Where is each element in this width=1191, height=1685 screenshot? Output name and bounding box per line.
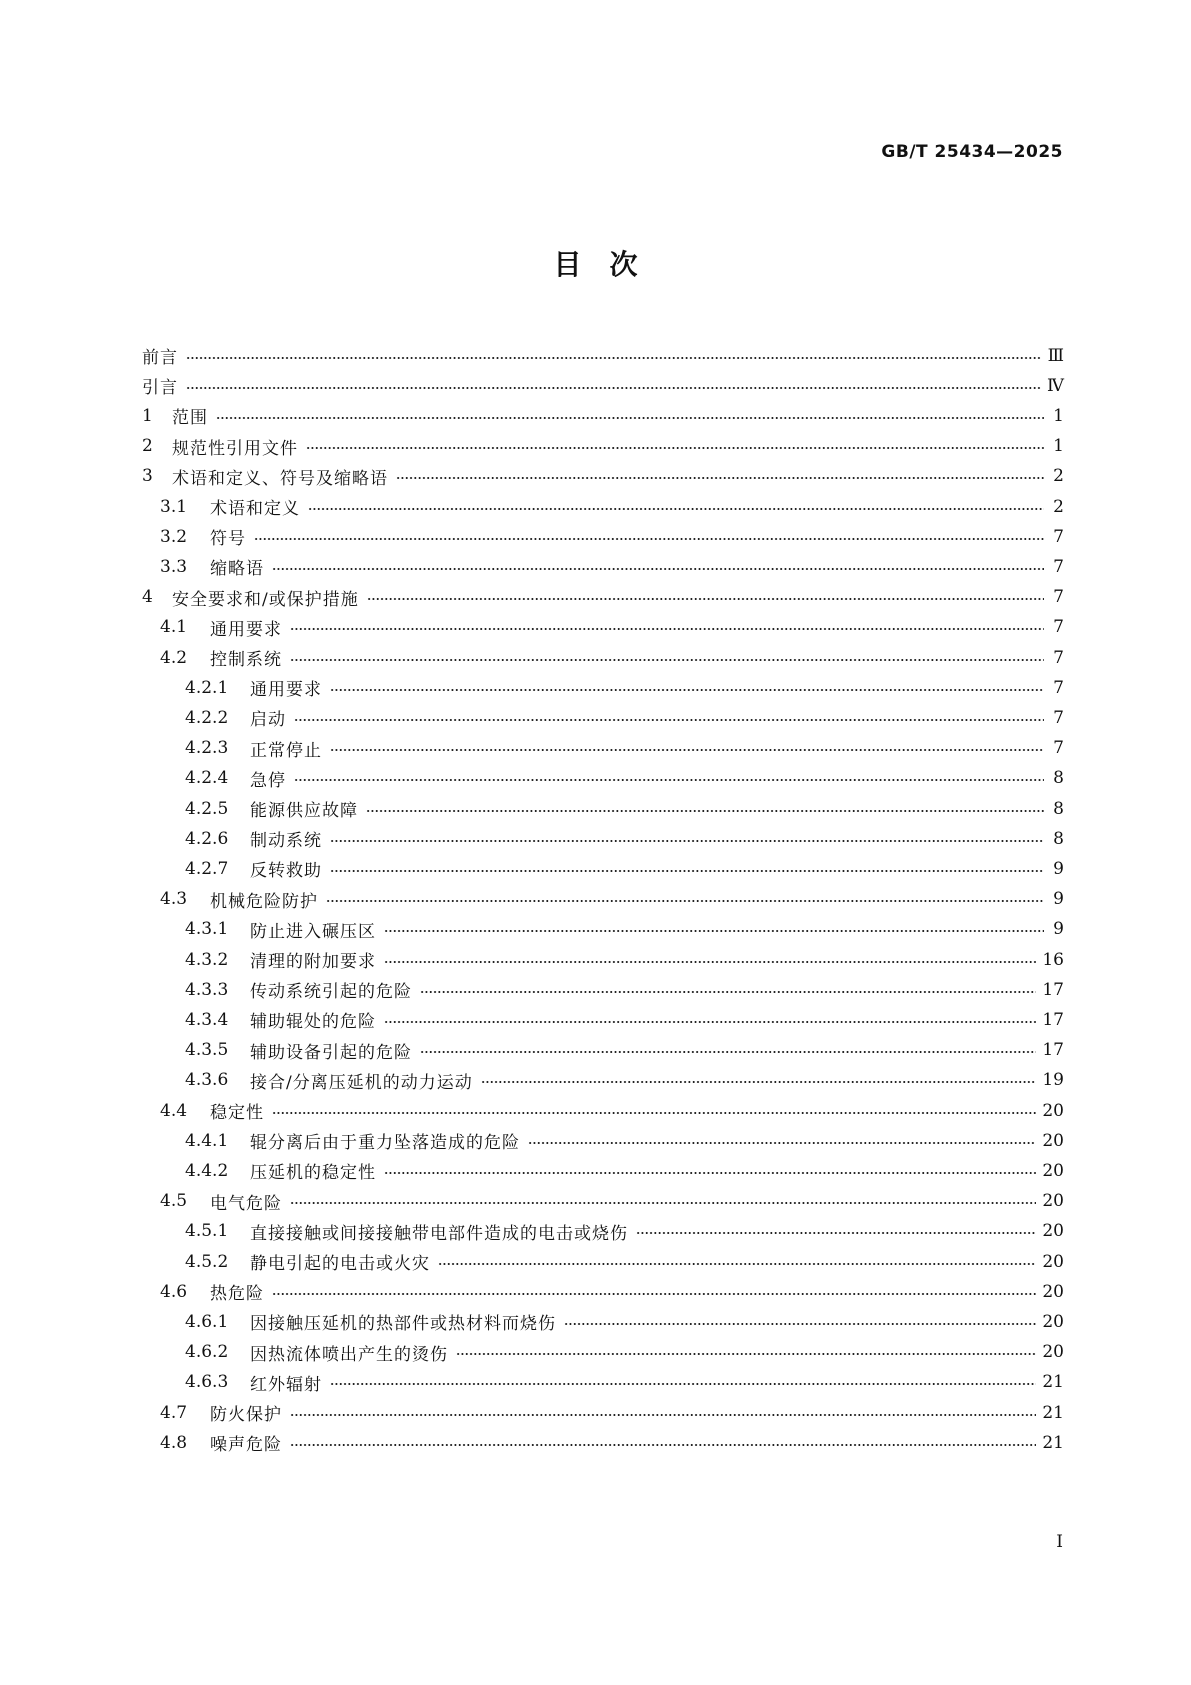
- dot-leader: [326, 900, 1044, 902]
- dot-leader: [481, 1081, 1037, 1083]
- toc-entry-label: 辊分离后由于重力坠落造成的危险: [250, 1133, 520, 1154]
- toc-entry[interactable]: [142, 1246, 1064, 1277]
- dot-leader: [272, 1112, 1036, 1114]
- toc-entry-number: 4.3: [160, 889, 188, 910]
- toc-entry-number: 4.3.1: [185, 919, 229, 940]
- toc-entry-number: 4.4.2: [185, 1160, 229, 1181]
- dot-leader: [456, 1353, 1036, 1355]
- toc-entry-number: 4.3.6: [185, 1070, 229, 1091]
- toc-entry-page: 20: [1042, 1281, 1064, 1302]
- toc-entry-page: 7: [1053, 677, 1064, 698]
- toc-entry-number: 4.3.3: [185, 979, 229, 1000]
- toc-entry[interactable]: [142, 1155, 1064, 1186]
- dot-leader: [367, 598, 1044, 600]
- toc-entry-page: 7: [1053, 647, 1064, 668]
- dot-leader: [330, 689, 1044, 691]
- standard-code: GB/T 25434—2025: [881, 142, 1063, 162]
- toc-entry[interactable]: [142, 702, 1064, 733]
- toc-entry[interactable]: [142, 340, 1064, 371]
- toc-entry-page: 20: [1042, 1342, 1064, 1363]
- dot-leader: [636, 1232, 1036, 1234]
- toc-entry-number: 4.3.4: [185, 1009, 229, 1030]
- toc-entry-page: 1: [1053, 436, 1064, 457]
- toc-entry-label: 静电引起的电击或火灾: [250, 1254, 430, 1274]
- toc-entry-page: 8: [1053, 828, 1064, 849]
- toc-entry-page: 2: [1053, 466, 1064, 487]
- toc-entry-label: 因热流体喷出产生的烫伤: [250, 1344, 448, 1365]
- toc-entry[interactable]: [142, 1035, 1064, 1066]
- toc-entry-page: 21: [1042, 1372, 1064, 1393]
- dot-leader: [272, 1293, 1036, 1295]
- toc-entry[interactable]: [142, 1397, 1064, 1428]
- toc-entry-number: 4.6: [160, 1281, 188, 1302]
- toc-entry[interactable]: [142, 370, 1064, 401]
- toc-entry[interactable]: [142, 974, 1064, 1005]
- toc-entry-label: 红外辐射: [250, 1374, 322, 1395]
- toc-entry-number: 4.5: [160, 1191, 188, 1212]
- dot-leader: [330, 870, 1044, 872]
- toc-entry-page: 21: [1042, 1432, 1064, 1453]
- dot-leader: [330, 1383, 1036, 1385]
- toc-entry-number: 4.8: [160, 1432, 188, 1453]
- toc-entry-label: 电气危险: [210, 1193, 282, 1214]
- toc-entry-label: 稳定性: [210, 1103, 264, 1123]
- dot-leader: [272, 568, 1044, 570]
- toc-entry-label: 术语和定义: [210, 499, 300, 519]
- toc-entry-page: 16: [1042, 949, 1064, 970]
- toc-entry-label: 因接触压延机的热部件或热材料而烧伤: [250, 1314, 556, 1335]
- toc-entry-number: 4.6.2: [185, 1342, 229, 1363]
- toc-entry[interactable]: [142, 1367, 1064, 1398]
- toc-entry-page: 17: [1042, 1040, 1064, 1061]
- toc-entry-number: 2: [142, 436, 153, 457]
- toc-entry-label: 热危险: [210, 1284, 264, 1305]
- toc-entry-label: 接合/分离压延机的动力运动: [250, 1072, 473, 1093]
- toc-entry-number: 3: [142, 466, 153, 487]
- toc-entry-page: 21: [1042, 1402, 1064, 1423]
- toc-entry[interactable]: [142, 1216, 1064, 1247]
- toc-entry-page: 17: [1042, 979, 1064, 1000]
- dot-leader: [254, 538, 1044, 540]
- toc-entry-label: 噪声危险: [210, 1435, 282, 1456]
- dot-leader: [384, 1172, 1036, 1174]
- dot-leader: [384, 961, 1036, 963]
- toc-entry-page: 7: [1053, 526, 1064, 547]
- toc-entry-number: 1: [142, 405, 153, 426]
- toc-entry-number: 4: [142, 587, 153, 608]
- toc-entry[interactable]: [142, 884, 1064, 915]
- toc-entry-number: 4.2.5: [185, 798, 229, 819]
- toc-entry-label: 缩略语: [210, 559, 264, 580]
- toc-entry-number: 4.2.3: [185, 738, 229, 759]
- toc-entry-label: 引言: [142, 378, 178, 399]
- toc-entry[interactable]: [142, 1125, 1064, 1156]
- toc-entry[interactable]: [142, 823, 1064, 854]
- toc-entry-page: 8: [1053, 768, 1064, 789]
- toc-entry-label: 压延机的稳定性: [250, 1163, 376, 1184]
- toc-entry-number: 4.3.2: [185, 949, 229, 970]
- toc-entry-number: 4.7: [160, 1402, 188, 1423]
- toc-entry-page: 20: [1042, 1160, 1064, 1181]
- toc-entry-page: 9: [1053, 889, 1064, 910]
- toc-entry-number: 4.2.6: [185, 828, 229, 849]
- toc-entry-page: 20: [1042, 1191, 1064, 1212]
- toc-entry-number: 4.4.1: [185, 1130, 229, 1151]
- toc-entry-label: 清理的附加要求: [250, 952, 376, 972]
- toc-entry-label: 辅助设备引起的危险: [250, 1042, 412, 1063]
- dot-leader: [290, 1444, 1036, 1446]
- toc-entry-page: 7: [1053, 738, 1064, 759]
- toc-entry[interactable]: [142, 853, 1064, 884]
- toc-entry-label: 防火保护: [210, 1405, 282, 1425]
- toc-entry[interactable]: [142, 763, 1064, 794]
- toc-entry-number: 3.1: [160, 496, 188, 517]
- toc-entry-page: 2: [1053, 496, 1064, 517]
- toc-entry-page: 7: [1053, 707, 1064, 728]
- toc-entry-number: 4.3.5: [185, 1040, 229, 1061]
- toc-entry[interactable]: [142, 461, 1064, 492]
- toc-entry[interactable]: [142, 1065, 1064, 1096]
- toc-entry[interactable]: [142, 1186, 1064, 1217]
- toc-entry-number: 4.6.1: [185, 1311, 229, 1332]
- toc-entry-page: 1: [1053, 405, 1064, 426]
- toc-entry-page: 7: [1053, 556, 1064, 577]
- toc-entry-label: 急停: [250, 770, 286, 791]
- toc-entry[interactable]: [142, 1337, 1064, 1368]
- dot-leader: [330, 840, 1044, 842]
- dot-leader: [290, 659, 1044, 661]
- toc-entry-label: 辅助辊处的危险: [250, 1012, 376, 1033]
- toc-entry[interactable]: [142, 1004, 1064, 1035]
- toc-entry-label: 通用要求: [210, 619, 282, 640]
- toc-entry-page: 7: [1053, 587, 1064, 608]
- toc-entry[interactable]: [142, 1427, 1064, 1458]
- toc-entry-page: 20: [1042, 1130, 1064, 1151]
- toc-entry-label: 直接接触或间接接触带电部件造成的电击或烧伤: [250, 1223, 628, 1244]
- dot-leader: [330, 749, 1044, 751]
- toc-entry-label: 符号: [210, 529, 246, 550]
- toc-entry-number: 4.5.1: [185, 1221, 229, 1242]
- toc-entry-number: 3.2: [160, 526, 188, 547]
- toc-entry[interactable]: [142, 431, 1064, 462]
- toc-entry-label: 规范性引用文件: [172, 438, 298, 459]
- toc-entry-number: 4.2.4: [185, 768, 229, 789]
- dot-leader: [294, 719, 1044, 721]
- toc-entry-number: 4.2.2: [185, 707, 229, 728]
- toc-entry-number: 4.4: [160, 1100, 188, 1121]
- toc-entry[interactable]: [142, 551, 1064, 582]
- toc-entry[interactable]: [142, 733, 1064, 764]
- page-number: Ⅰ: [1056, 1532, 1063, 1552]
- toc-entry-page: 9: [1053, 858, 1064, 879]
- dot-leader: [420, 1051, 1036, 1053]
- toc-entry-label: 控制系统: [210, 650, 282, 670]
- dot-leader: [384, 1021, 1036, 1023]
- toc-entry[interactable]: [142, 400, 1064, 431]
- dot-leader: [438, 1263, 1036, 1265]
- toc-entry-label: 制动系统: [250, 831, 322, 852]
- toc-entry-number: 3.3: [160, 556, 188, 577]
- dot-leader: [366, 810, 1044, 812]
- toc-entry-page: 7: [1053, 617, 1064, 638]
- dot-leader: [308, 508, 1044, 510]
- toc-entry-label: 安全要求和/或保护措施: [172, 589, 359, 610]
- toc-entry-label: 正常停止: [250, 740, 322, 761]
- dot-leader: [306, 447, 1044, 449]
- toc-entry[interactable]: [142, 1306, 1064, 1337]
- dot-leader: [528, 1142, 1036, 1144]
- toc-entry-label: 通用要求: [250, 680, 322, 701]
- dot-leader: [384, 930, 1044, 932]
- toc-entry-page: 20: [1042, 1221, 1064, 1242]
- toc-entry-number: 4.6.3: [185, 1372, 229, 1393]
- toc-entry-page: 9: [1053, 919, 1064, 940]
- toc-entry[interactable]: [142, 521, 1064, 552]
- dot-leader: [290, 1202, 1036, 1204]
- toc-entry-page: Ⅳ: [1047, 375, 1064, 396]
- dot-leader: [216, 417, 1044, 419]
- toc-entry[interactable]: [142, 582, 1064, 613]
- toc-entry-number: 4.2.1: [185, 677, 229, 698]
- dot-leader: [396, 477, 1044, 479]
- dot-leader: [564, 1323, 1036, 1325]
- toc-entry-label: 防止进入碾压区: [250, 921, 376, 942]
- toc-entry-label: 机械危险防护: [210, 891, 318, 912]
- toc-entry-page: 8: [1053, 798, 1064, 819]
- toc-entry-page: 17: [1042, 1009, 1064, 1030]
- toc-entry-label: 范围: [172, 408, 208, 429]
- toc-entry-label: 启动: [250, 710, 286, 731]
- dot-leader: [290, 1414, 1036, 1416]
- toc-entry[interactable]: [142, 914, 1064, 945]
- toc-entry-number: 4.2: [160, 647, 188, 668]
- toc-entry-label: 能源供应故障: [250, 801, 358, 821]
- toc-entry[interactable]: [142, 1276, 1064, 1307]
- toc-entry[interactable]: [142, 672, 1064, 703]
- page-title: 目 次: [553, 248, 638, 281]
- toc-entry[interactable]: [142, 612, 1064, 643]
- toc-entry-label: 反转救助: [250, 861, 322, 882]
- toc-entry-page: 19: [1042, 1070, 1064, 1091]
- toc-entry-number: 4.1: [160, 617, 188, 638]
- toc-entry[interactable]: [142, 491, 1064, 522]
- toc-entry[interactable]: [142, 642, 1064, 673]
- toc-entry[interactable]: [142, 944, 1064, 975]
- toc-entry-page: 20: [1042, 1311, 1064, 1332]
- toc-entry-label: 术语和定义、符号及缩略语: [172, 468, 388, 489]
- toc-entry-page: Ⅲ: [1047, 345, 1064, 366]
- toc-entry-label: 传动系统引起的危险: [250, 982, 412, 1003]
- toc-entry-number: 4.2.7: [185, 858, 229, 879]
- toc-entry-number: 4.5.2: [185, 1251, 229, 1272]
- dot-leader: [290, 628, 1044, 630]
- toc-entry-page: 20: [1042, 1100, 1064, 1121]
- dot-leader: [186, 357, 1042, 359]
- toc-entry[interactable]: [142, 1095, 1064, 1126]
- dot-leader: [186, 387, 1041, 389]
- toc-entry[interactable]: [142, 793, 1064, 824]
- dot-leader: [294, 779, 1044, 781]
- dot-leader: [420, 991, 1036, 993]
- toc-entry-page: 20: [1042, 1251, 1064, 1272]
- toc-entry-label: 前言: [142, 348, 178, 368]
